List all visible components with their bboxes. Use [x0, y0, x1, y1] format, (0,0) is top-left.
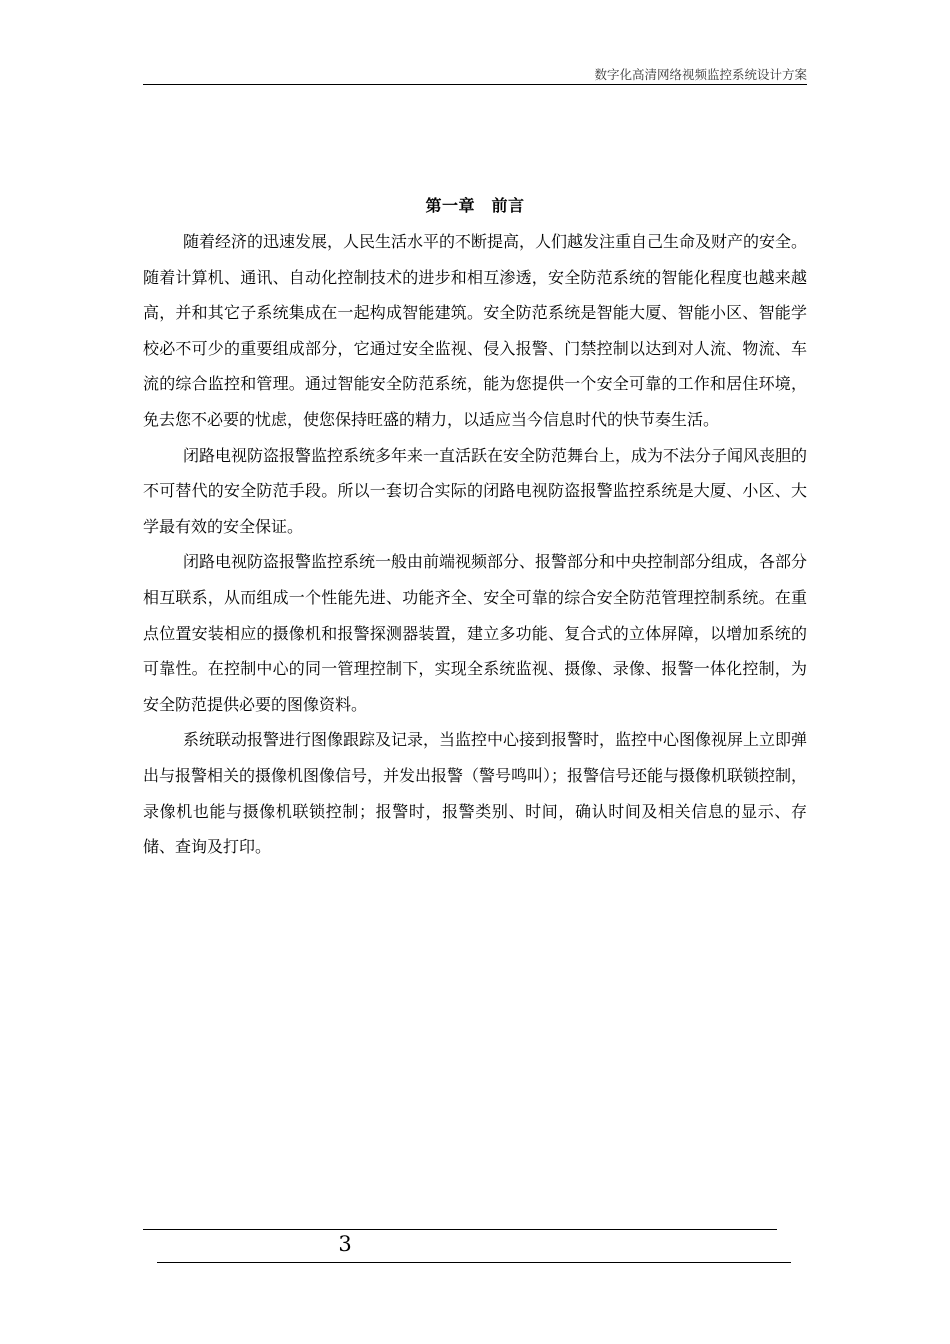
chapter-title: 第一章 前言	[425, 196, 525, 215]
document-header-title: 数字化高清网络视频监控系统设计方案	[594, 67, 807, 82]
page-header	[143, 62, 807, 85]
footer-divider-bottom	[157, 1262, 791, 1263]
page-number: 3	[338, 1232, 352, 1256]
paragraph-system-composition: 闭路电视防盗报警监控系统一般由前端视频部分、报警部分和中央控制部分组成，各部分相互联系，从而组成一个性能先进、功能齐全、安全可靠的综合安全防范管理控制系统。在重点位置安装相应的摄像机和报警探测器装置，建立多功能、复合式的立体屏障，以增加系统的可靠性。在控制中心的同一管理控制下，实现全系统监视、摄像、录像、报警一体化控制，为安全防范提供必要的图像资料。	[143, 552, 808, 714]
paragraph-intro: 随着经济的迅速发展，人民生活水平的不断提高，人们越发注重自己生命及财产的安全。随着计算机、通讯、自动化控制技术的进步和相互渗透，安全防范系统的智能化程度也越来越高，并和其它子系统集成在一起构成智能建筑。安全防范系统是智能大厦、智能小区、智能学校必不可少的重要组成部分，它通过安全监视、侵入报警、门禁控制以达到对人流、物流、车流的综合监控和管理。通过智能安全防范系统，能为您提供一个安全可靠的工作和居住环境，免去您不必要的忧虑，使您保持旺盛的精力，以适应当今信息时代的快节奏生活。	[143, 232, 808, 429]
paragraph-cctv-history: 闭路电视防盗报警监控系统多年来一直活跃在安全防范舞台上，成为不法分子闻风丧胆的不可替代的安全防范手段。所以一套切合实际的闭路电视防盗报警监控系统是大厦、小区、大学最有效的安全保证。	[143, 445, 808, 536]
body-text	[143, 224, 807, 865]
footer-divider-top	[143, 1229, 777, 1230]
paragraph-alarm-linkage: 系统联动报警进行图像跟踪及记录，当监控中心接到报警时，监控中心图像视屏上立即弹出与报警相关的摄像机图像信号，并发出报警（警号鸣叫）；报警信号还能与摄像机联锁控制，录像机也能与摄像机联锁控制；报警时，报警类别、时间，确认时间及相关信息的显示、存储、查询及打印。	[143, 730, 808, 857]
